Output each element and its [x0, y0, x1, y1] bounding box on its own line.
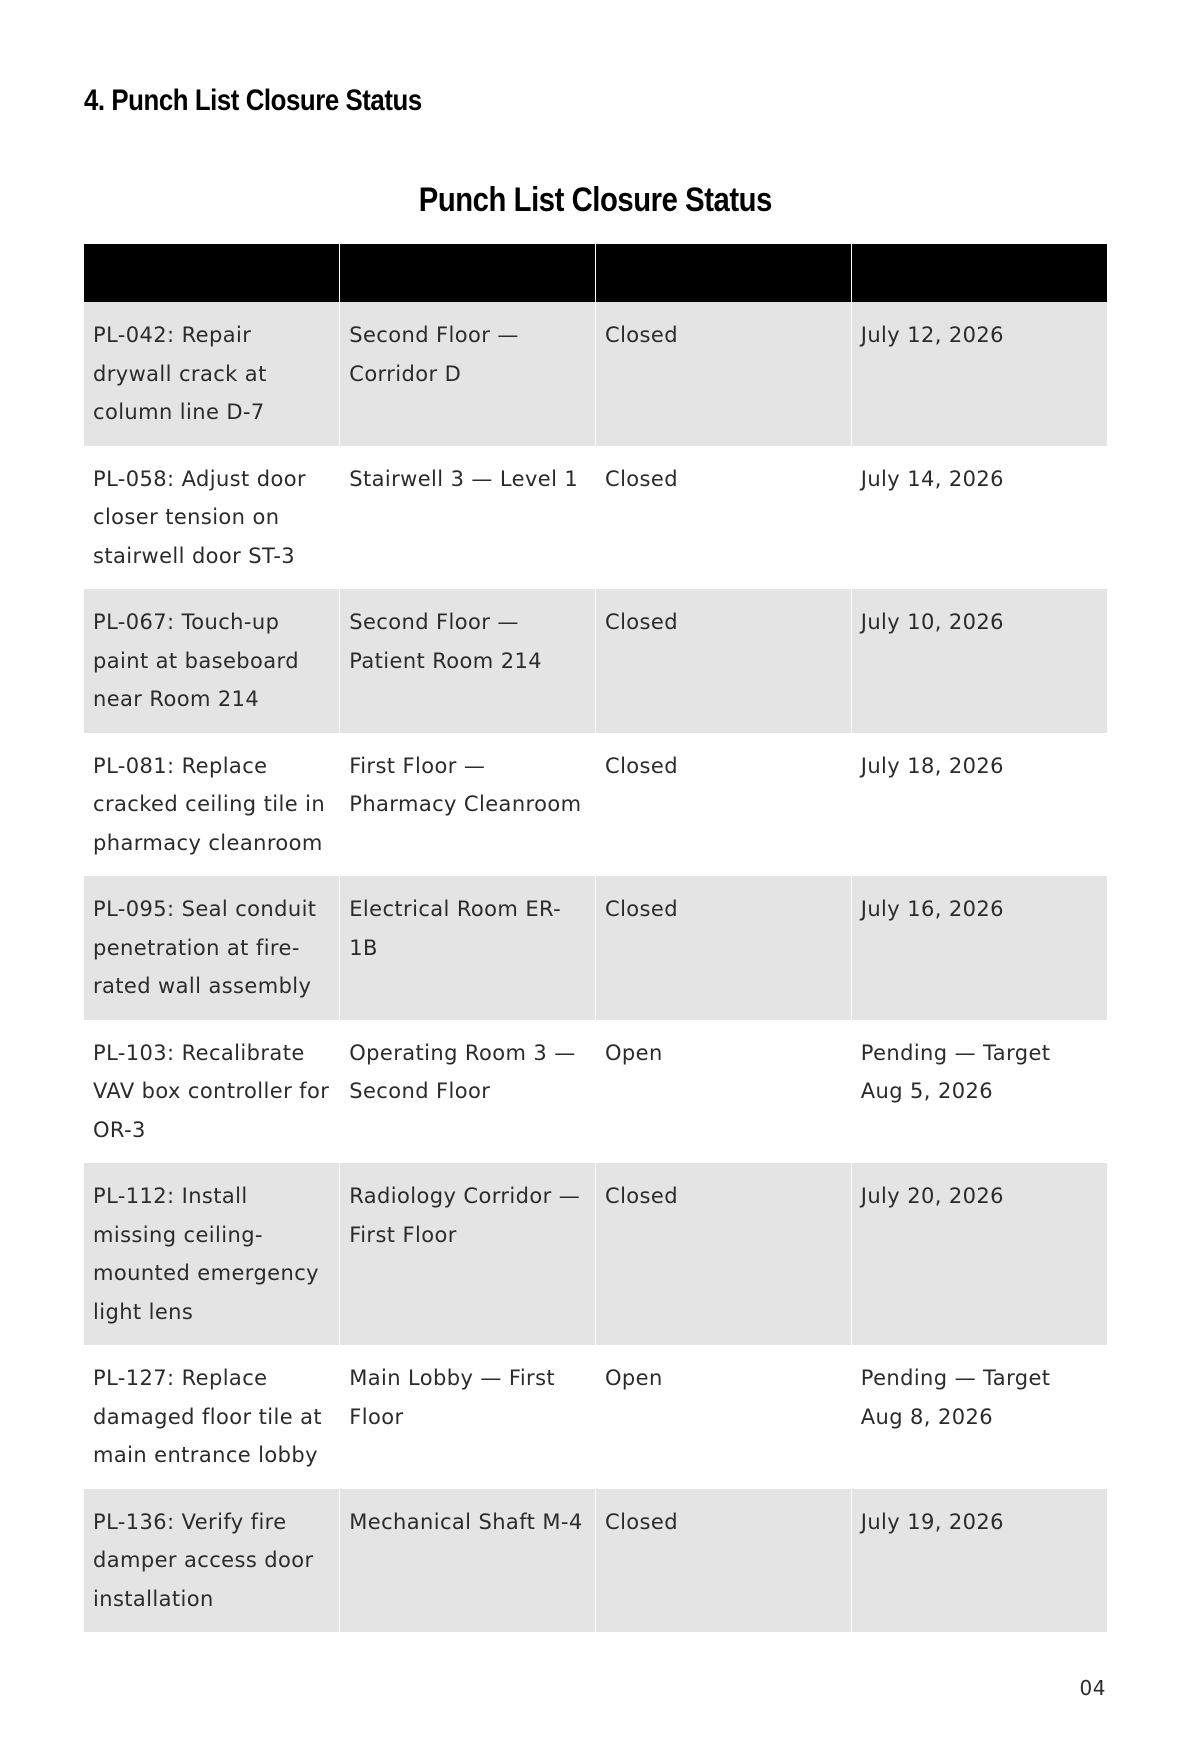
- cell-date: July 18, 2026: [851, 733, 1107, 877]
- table-body: [84, 302, 1107, 1632]
- cell-status: Closed: [596, 302, 852, 446]
- table-title-text: Punch List Closure Status: [418, 181, 773, 219]
- header-cell-item: [84, 244, 340, 302]
- cell-location: Second Floor — Corridor D: [340, 302, 596, 446]
- punch-list-table: [84, 244, 1107, 1632]
- cell-status: Closed: [596, 876, 852, 1020]
- table-row: [84, 1489, 1107, 1633]
- table-title: [84, 181, 1107, 220]
- cell-date: July 16, 2026: [851, 876, 1107, 1020]
- cell-item: PL-058: Adjust door closer tension on stairwell door ST-3: [84, 446, 340, 590]
- cell-item: PL-112: Install missing ceiling-mounted emergency light lens: [84, 1163, 340, 1345]
- table-row: [84, 302, 1107, 446]
- cell-status: Closed: [596, 733, 852, 877]
- cell-location: Operating Room 3 — Second Floor: [340, 1020, 596, 1164]
- header-cell-status: [596, 244, 852, 302]
- cell-date: July 12, 2026: [851, 302, 1107, 446]
- cell-date: July 10, 2026: [851, 589, 1107, 733]
- cell-item: PL-103: Recalibrate VAV box controller for OR-3: [84, 1020, 340, 1164]
- table-row: [84, 733, 1107, 877]
- section-heading: 4. Punch List Closure Status: [84, 84, 422, 117]
- table-header-row: [84, 244, 1107, 302]
- table-header: [84, 244, 1107, 302]
- cell-date: July 19, 2026: [851, 1489, 1107, 1633]
- table-row: [84, 1345, 1107, 1489]
- cell-item: PL-127: Replace damaged floor tile at main entrance lobby: [84, 1345, 340, 1489]
- cell-status: Closed: [596, 1163, 852, 1345]
- cell-date: Pending — Target Aug 8, 2026: [851, 1345, 1107, 1489]
- cell-location: Radiology Corridor — First Floor: [340, 1163, 596, 1345]
- table-row: [84, 1163, 1107, 1345]
- cell-status: Open: [596, 1345, 852, 1489]
- cell-status: Closed: [596, 1489, 852, 1633]
- cell-status: Closed: [596, 446, 852, 590]
- cell-item: PL-095: Seal conduit penetration at fire-rated wall assembly: [84, 876, 340, 1020]
- cell-date: July 14, 2026: [851, 446, 1107, 590]
- cell-location: Electrical Room ER-1B: [340, 876, 596, 1020]
- cell-location: Second Floor — Patient Room 214: [340, 589, 596, 733]
- table-row: [84, 589, 1107, 733]
- cell-status: Open: [596, 1020, 852, 1164]
- cell-item: PL-081: Replace cracked ceiling tile in pharmacy cleanroom: [84, 733, 340, 877]
- header-cell-date: [851, 244, 1107, 302]
- cell-location: Stairwell 3 — Level 1: [340, 446, 596, 590]
- cell-item: PL-042: Repair drywall crack at column line D-7: [84, 302, 340, 446]
- cell-location: Main Lobby — First Floor: [340, 1345, 596, 1489]
- header-cell-location: [340, 244, 596, 302]
- table-row: [84, 876, 1107, 1020]
- cell-item: PL-136: Verify fire damper access door installation: [84, 1489, 340, 1633]
- cell-date: July 20, 2026: [851, 1163, 1107, 1345]
- page-number: 04: [1079, 1676, 1106, 1700]
- table-row: [84, 446, 1107, 590]
- table-row: [84, 1020, 1107, 1164]
- cell-date: Pending — Target Aug 5, 2026: [851, 1020, 1107, 1164]
- cell-location: First Floor — Pharmacy Cleanroom: [340, 733, 596, 877]
- cell-location: Mechanical Shaft M-4: [340, 1489, 596, 1633]
- cell-status: Closed: [596, 589, 852, 733]
- cell-item: PL-067: Touch-up paint at baseboard near Room 214: [84, 589, 340, 733]
